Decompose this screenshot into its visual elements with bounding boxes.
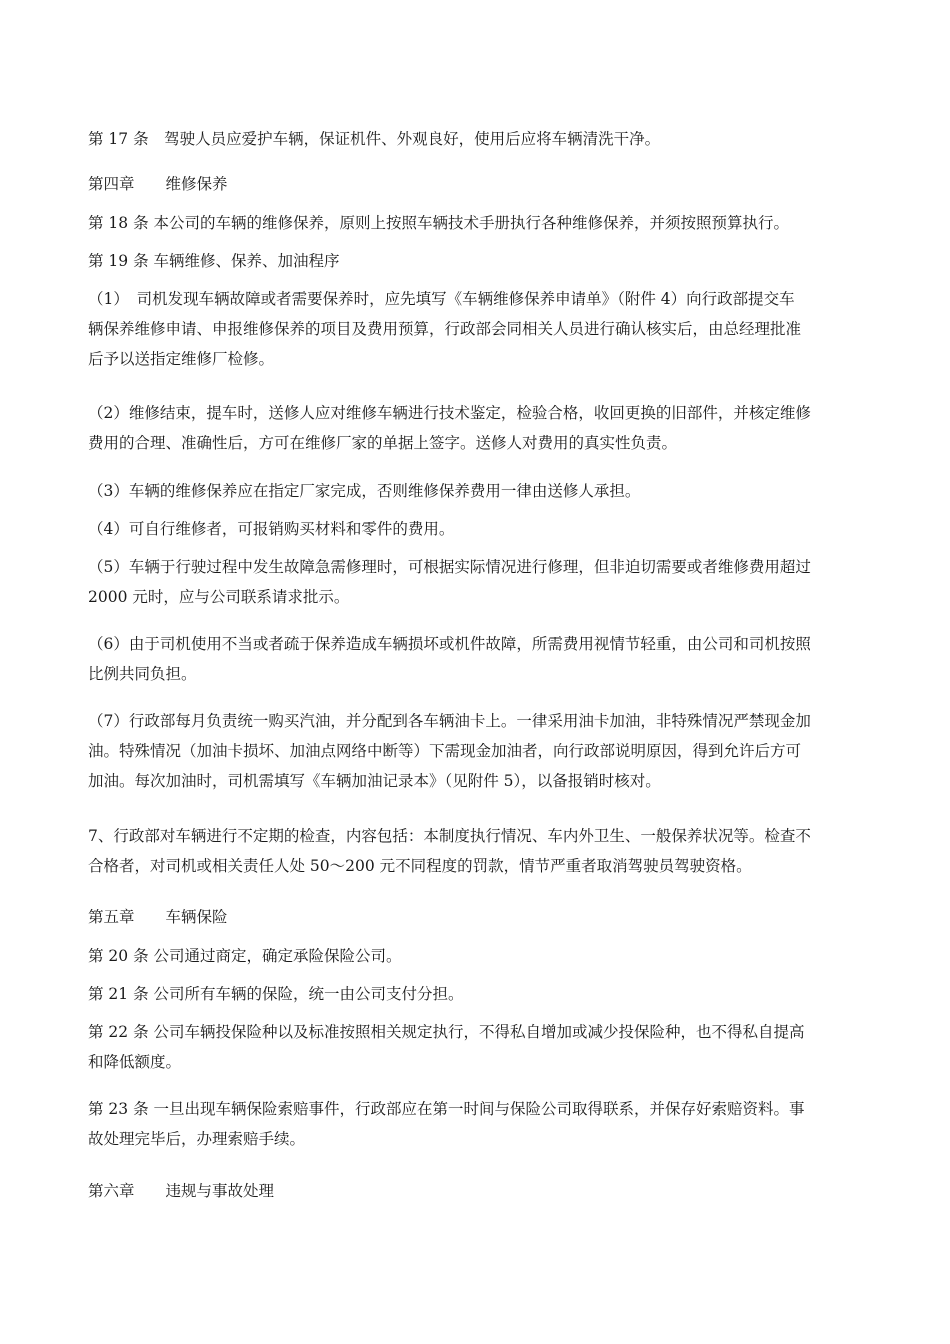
text-line: （3）车辆的维修保养应在指定厂家完成，否则维修保养费用一律由送修人承担。 (88, 482, 641, 500)
text-line: 故处理完毕后，办理索赔手续。 (88, 1130, 306, 1148)
text-line: （4）可自行维修者，可报销购买材料和零件的费用。 (88, 520, 455, 538)
item-2 (88, 398, 866, 458)
article-19 (88, 246, 866, 276)
text-line: 合格者，对司机或相关责任人处 50～200 元不同程度的罚款，情节严重者取消驾驶员驾驶资格。 (88, 857, 752, 875)
text-line: 7、行政部对车辆进行不定期的检查，内容包括：本制度执行情况、车内外卫生、一般保养状况等。检查不 (88, 827, 811, 845)
text-line: 第五章 车辆保险 (88, 908, 228, 926)
chapter-4-heading (88, 169, 866, 199)
article-21 (88, 979, 866, 1009)
item-3 (88, 476, 866, 506)
text-line: 第四章 维修保养 (88, 175, 228, 193)
article-22 (88, 1017, 866, 1077)
inspection-clause (88, 821, 866, 881)
text-line: （1） 司机发现车辆故障或者需要保养时，应先填写《车辆维修保养申请单》（附件 4）向行政部提交车 (88, 290, 795, 308)
item-5 (88, 552, 866, 612)
article-23 (88, 1094, 866, 1154)
item-4 (88, 514, 866, 544)
text-line: 2000 元时，应与公司联系请求批示。 (88, 588, 350, 606)
text-line: 费用的合理、准确性后，方可在维修厂家的单据上签字。送修人对费用的真实性负责。 (88, 434, 678, 452)
text-line: 第 20 条 公司通过商定，确定承险保险公司。 (88, 947, 402, 965)
text-line: 后予以送指定维修厂检修。 (88, 350, 275, 368)
text-line: 第 18 条 本公司的车辆的维修保养，原则上按照车辆技术手册执行各种维修保养，并须按照预算执行。 (88, 214, 790, 232)
article-18 (88, 208, 866, 238)
text-line: 第六章 违规与事故处理 (88, 1182, 275, 1200)
text-line: 第 23 条 一旦出现车辆保险索赔事件，行政部应在第一时间与保险公司取得联系，并保存好索赔资料。事 (88, 1100, 805, 1118)
text-line: 第 19 条 车辆维修、保养、加油程序 (88, 252, 340, 270)
item-1 (88, 284, 866, 374)
text-line: 第 21 条 公司所有车辆的保险，统一由公司支付分担。 (88, 985, 464, 1003)
item-6 (88, 629, 866, 689)
text-line: （5）车辆于行驶过程中发生故障急需修理时，可根据实际情况进行修理，但非迫切需要或者维修费用超过 (88, 558, 811, 576)
chapter-5-heading (88, 902, 866, 932)
text-line: 比例共同负担。 (88, 665, 197, 683)
article-17 (88, 124, 866, 154)
text-line: 加油。每次加油时，司机需填写《车辆加油记录本》（见附件 5），以备报销时核对。 (88, 772, 661, 790)
item-7 (88, 706, 866, 796)
text-line: 辆保养维修申请、申报维修保养的项目及费用预算，行政部会同相关人员进行确认核实后，由总经理批准 (88, 320, 802, 338)
text-line: 油。特殊情况（加油卡损坏、加油点网络中断等）下需现金加油者，向行政部说明原因，得到允许后方可 (88, 742, 802, 760)
text-line: 第 22 条 公司车辆投保险种以及标准按照相关规定执行，不得私自增加或减少投保险种，也不得私自提高 (88, 1023, 805, 1041)
chapter-6-heading (88, 1176, 866, 1206)
text-line: 第 17 条 驾驶人员应爱护车辆，保证机件、外观良好，使用后应将车辆清洗干净。 (88, 130, 661, 148)
text-line: 和降低额度。 (88, 1053, 182, 1071)
text-line: （7）行政部每月负责统一购买汽油，并分配到各车辆油卡上。一律采用油卡加油，非特殊情况严禁现金加 (88, 712, 811, 730)
article-20 (88, 941, 866, 971)
text-line: （6）由于司机使用不当或者疏于保养造成车辆损坏或机件故障，所需费用视情节轻重，由公司和司机按照 (88, 635, 811, 653)
text-line: （2）维修结束，提车时，送修人应对维修车辆进行技术鉴定，检验合格，收回更换的旧部件，并核定维修 (88, 404, 811, 422)
